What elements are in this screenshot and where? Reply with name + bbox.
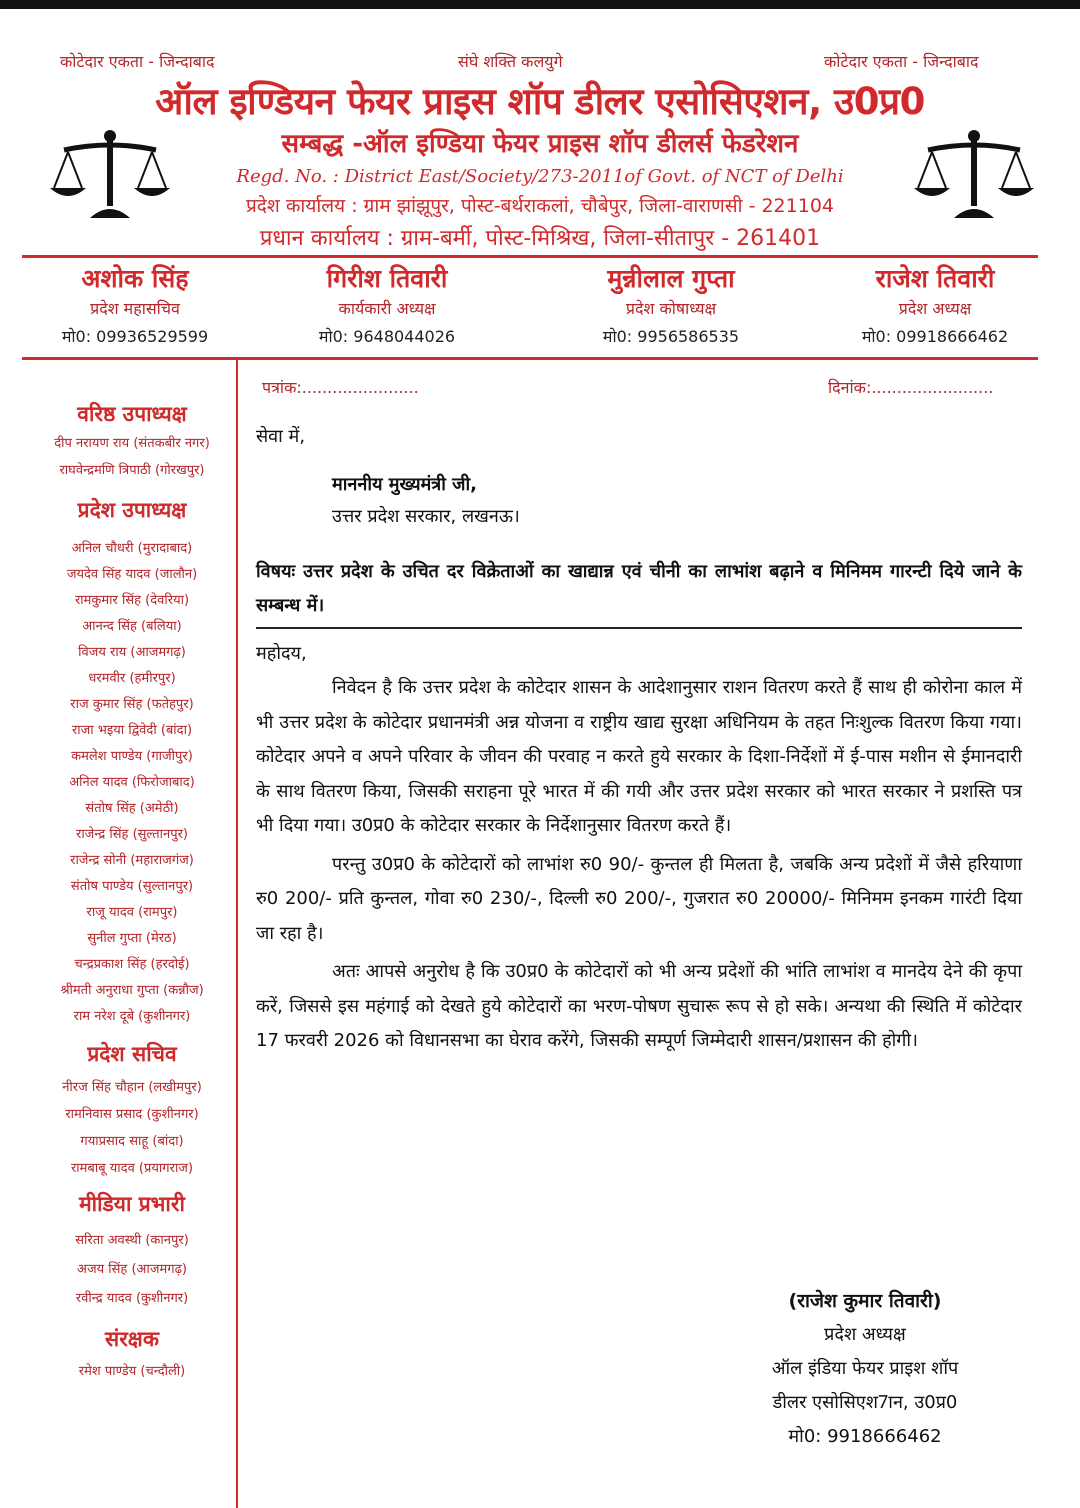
salutation-to: सेवा में, xyxy=(256,426,306,447)
letter-body xyxy=(256,420,1022,1063)
sidebar-member: दीप नरायण राय (संतकबीर नगर) xyxy=(54,436,210,451)
sidebar-member: सुनील गुप्ता (मेरठ) xyxy=(87,931,177,946)
officer-phone: मो0: 9648044026 xyxy=(318,327,456,346)
sidebar-member: राम नरेश दूबे (कुशीनगर) xyxy=(73,1009,191,1024)
affiliation-line: सम्बद्ध -ऑल इण्डिया फेयर प्राइस शॉप डीलर्स फेडरेशन xyxy=(281,129,799,159)
sidebar-member: अनिल चौधरी (मुरादाबाद) xyxy=(71,541,193,556)
state-office-address: प्रदेश कार्यालय : ग्राम झांझूपुर, पोस्ट-बर्थराकलां, चौबेपुर, जिला-वाराणसी - 221104 xyxy=(245,195,835,217)
sidebar-member: रामबाबू यादव (प्रयागराज) xyxy=(70,1161,194,1176)
association-title: ऑल इण्डियन फेयर प्राइस शॉप डीलर एसोसिएशन, उ0प्र0 xyxy=(155,80,925,123)
sidebar-member: नीरज सिंह चौहान (लखीमपुर) xyxy=(62,1080,202,1095)
signatory-org-line1: ऑल इंडिया फेयर प्राइश शॉप xyxy=(771,1358,959,1379)
sidebar-members xyxy=(28,398,236,1385)
slogan-center: संघे शक्ति कलयुगे xyxy=(458,52,563,71)
sidebar-member: धरमवीर (हमीरपुर) xyxy=(88,671,176,686)
sidebar-member: राजू यादव (रामपुर) xyxy=(86,905,178,920)
sidebar-member: श्रीमती अनुराधा गुप्ता (कन्नौज) xyxy=(60,983,204,998)
officer-phone: मो0: 09936529599 xyxy=(61,327,209,346)
subject-label: विषयः xyxy=(256,560,296,582)
sidebar-member: राज कुमार सिंह (फतेहपुर) xyxy=(70,697,194,712)
slogan-right: कोटेदार एकता - जिन्दाबाद xyxy=(824,52,979,71)
sidebar-member: राजा भइया द्विवेदी (बांदा) xyxy=(71,723,193,738)
head-office-address: प्रधान कार्यालय : ग्राम-बर्मी, पोस्ट-मिश्रिख, जिला-सीतापुर - 261401 xyxy=(259,226,821,251)
officer-name: राजेश तिवारी xyxy=(875,264,995,293)
slogan-left: कोटेदार एकता - जिन्दाबाद xyxy=(60,52,215,71)
paragraph: अतः आपसे अनुरोध है कि उ0प्र0 के कोटेदारों को भी अन्य प्रदेशों की भांति लाभांश व मानदेय देने की कृपा करें, जिससे इस महंगाई को देखते हुये कोटेदारों का भरण-पोषण सुचारू रूप से हो सके। अन्यथा की स्थिति में कोटेदार 17 फरवरी 2026 को विधानसभा का घेराव करेंगे, जिसकी सम्पूर्ण जिम्मेदारी शासन/प्रशासन की होगी। xyxy=(256,961,1022,1051)
addressee-line2: उत्तर प्रदेश सरकार, लखनऊ। xyxy=(332,505,520,527)
sidebar-member: अनिल यादव (फिरोजाबाद) xyxy=(69,775,195,790)
sidebar-member: चन्द्रप्रकाश सिंह (हरदोई) xyxy=(74,957,190,972)
addressee: माननीय मुख्यमंत्री जी, xyxy=(332,473,477,495)
officer-phone: मो0: 09918666462 xyxy=(861,327,1009,346)
officer-phone: मो0: 9956586535 xyxy=(602,327,740,346)
signature-block xyxy=(700,1284,1030,1454)
officer-card xyxy=(20,262,250,352)
sidebar-member: रमेश पाण्डेय (चन्दौली) xyxy=(78,1364,186,1379)
paragraph: परन्तु उ0प्र0 के कोटेदारों को लाभांश रु0 90/- कुन्तल ही मिलता है, जबकि अन्य प्रदेशों में जैसे हरियाणा रु0 200/- प्रति कुन्तल, गोवा रु0 230/-, दिल्ली रु0 200/-, गुजरात रु0 20000/- मिनिमम इनकम गारंटी दिया जा रहा है। xyxy=(256,853,1022,944)
subject-text: उत्तर प्रदेश के उचित दर विक्रेताओं का खाद्यान्न एवं चीनी का लाभांश बढ़ाने व मिनिमम गारन्टी दिये जाने के सम्बन्ध में। xyxy=(256,560,1022,616)
top-border xyxy=(0,0,1080,9)
officer-name: गिरीश तिवारी xyxy=(326,264,448,293)
sidebar-member: राजेन्द्र सोनी (महाराजगंज) xyxy=(70,853,194,868)
sidebar-member: संतोष पाण्डेय (सुल्तानपुर) xyxy=(70,879,194,894)
signatory-phone: मो0: 9918666462 xyxy=(788,1426,942,1447)
sidebar-member: गयाप्रसाद साहू (बांदा) xyxy=(80,1134,184,1149)
officer-card xyxy=(820,262,1050,352)
officer-name: अशोक सिंह xyxy=(81,264,189,293)
sidebar-member: रवीन्द्र यादव (कुशीनगर) xyxy=(75,1291,189,1306)
officer-designation: प्रदेश कोषाध्यक्ष xyxy=(625,299,717,318)
signatory-org-line2: डीलर एसोसिएश7ान, उ0प्र0 xyxy=(772,1392,958,1413)
officer-designation: कार्यकारी अध्यक्ष xyxy=(338,299,436,318)
sidebar-member: सरिता अवस्थी (कानपुर) xyxy=(75,1233,189,1248)
sidebar-member: रामकुमार सिंह (देवरिया) xyxy=(74,593,190,608)
officer-name: मुन्नीलाल गुप्ता xyxy=(607,264,735,293)
sidebar-heading: प्रदेश सचिव xyxy=(87,1042,177,1066)
letter-date: दिनांक:........................ xyxy=(828,378,994,397)
paragraph: निवेदन है कि उत्तर प्रदेश के कोटेदार शासन के आदेशानुसार राशन वितरण करते हैं साथ ही कोरोना काल में भी उत्तर प्रदेश के कोटेदार प्रधानमंत्री अन्न योजना व राष्ट्रीय खाद्य सुरक्षा अधिनियम के तहत निःशुल्क वितरण किया गया। कोटेदार अपने व अपने परिवार के जीवन की परवाह न करते हुये सरकार के दिशा-निर्देशों में ई-पास मशीन से ईमानदारी के साथ वितरण किया, जिसकी सराहना पूरे भारत में की गयी और उत्तर प्रदेश सरकार को भारत सरकार ने प्रशस्ति पत्र भी दिया गया। उ0प्र0 के कोटेदार सरकार के निर्देशानुसार वितरण करते हैं। xyxy=(256,677,1022,836)
sidebar-member: आनन्द सिंह (बलिया) xyxy=(82,619,182,634)
officer-designation: प्रदेश महासचिव xyxy=(90,299,180,318)
sidebar-member: रामनिवास प्रसाद (कुशीनगर) xyxy=(65,1107,199,1122)
sidebar-heading: प्रदेश उपाध्यक्ष xyxy=(77,498,187,522)
sidebar-member: राजेन्द्र सिंह (सुल्तानपुर) xyxy=(76,827,188,842)
header-divider xyxy=(22,255,1038,258)
sidebar-heading: वरिष्ठ उपाध्यक्ष xyxy=(77,402,187,426)
officer-card xyxy=(272,262,502,352)
officers-divider xyxy=(22,357,1038,360)
sidebar-member: जयदेव सिंह यादव (जालौन) xyxy=(66,567,198,582)
scales-of-justice-icon xyxy=(914,126,1034,224)
scales-of-justice-icon xyxy=(50,126,170,224)
sidebar-heading: संरक्षक xyxy=(105,1327,159,1351)
greeting: महोदय, xyxy=(256,642,307,664)
sidebar-divider xyxy=(236,357,238,1508)
signatory-designation: प्रदेश अध्यक्ष xyxy=(824,1324,906,1345)
sidebar-member: राघवेन्द्रमणि त्रिपाठी (गोरखपुर) xyxy=(59,463,205,478)
letter-number: पत्रांक:....................... xyxy=(262,378,419,397)
sidebar-member: अजय सिंह (आजमगढ़) xyxy=(77,1262,187,1277)
sidebar-member: संतोष सिंह (अमेठी) xyxy=(85,801,179,816)
sidebar-heading: मीडिया प्रभारी xyxy=(79,1192,185,1216)
subject-line xyxy=(256,555,1022,629)
registration-number: Regd. No. : District East/Society/273-2011of Govt. of NCT of Delhi xyxy=(236,166,844,187)
sidebar-member: विजय राय (आजमगढ़) xyxy=(78,645,186,660)
officer-card xyxy=(556,262,786,352)
signatory-name: (राजेश कुमार तिवारी) xyxy=(788,1290,942,1312)
sidebar-member: कमलेश पाण्डेय (गाजीपुर) xyxy=(71,749,193,764)
officer-designation: प्रदेश अध्यक्ष xyxy=(898,299,972,318)
